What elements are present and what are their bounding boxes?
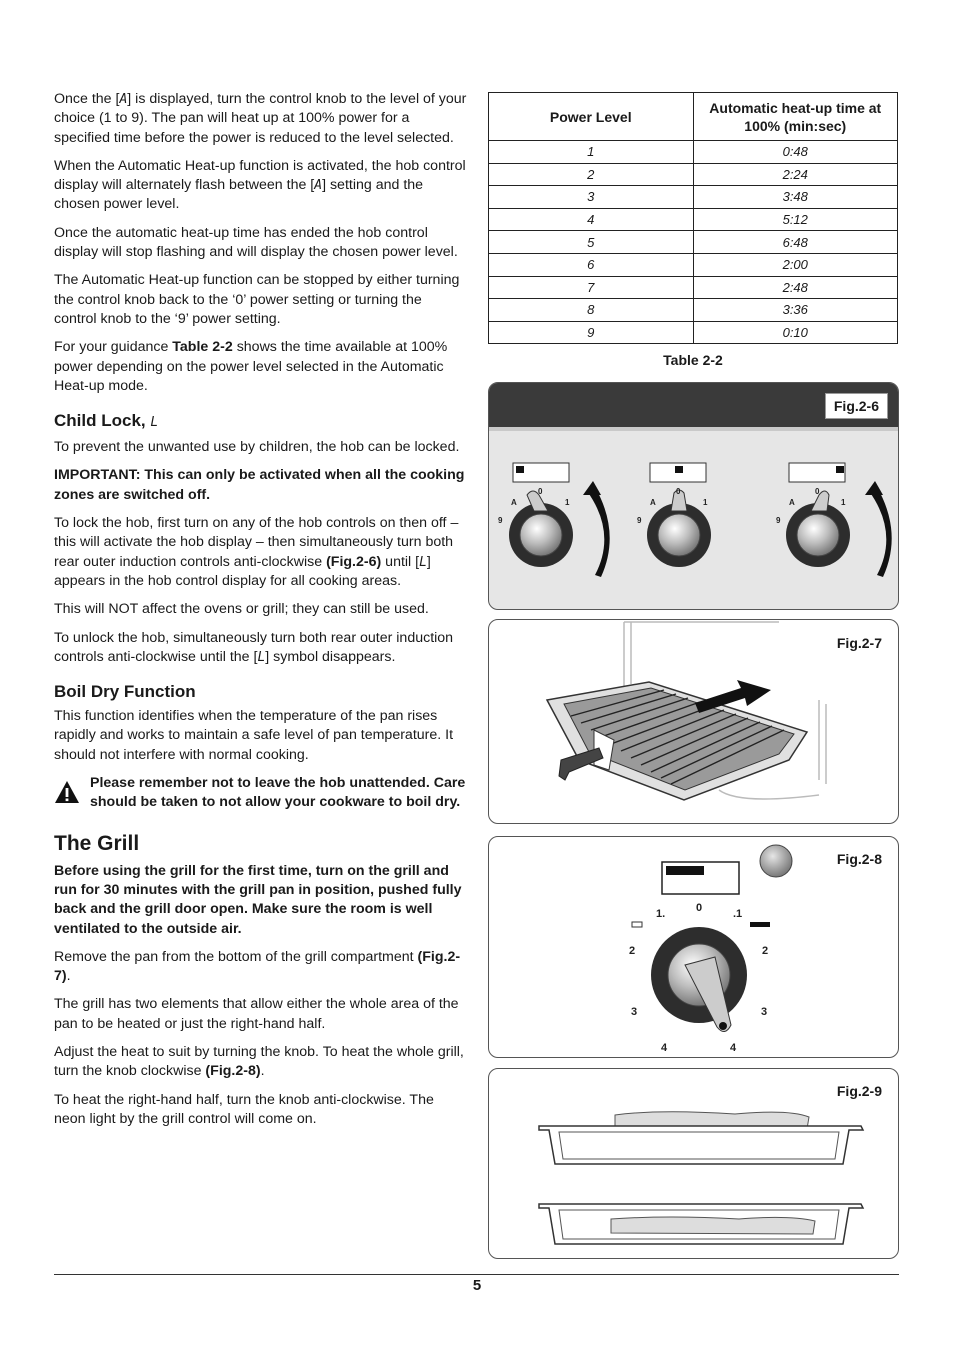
grill-knob-label-four: 4: [730, 1042, 737, 1054]
footer-rule: [54, 1274, 899, 1275]
paragraph-grill-elements: The grill has two elements that allow either the whole area of the pan to be heated or just the right-hand half.: [54, 996, 459, 1032]
paragraph-child-lock-1: To prevent the unwanted use by children, the hob can be locked.: [54, 439, 460, 456]
paragraph-grill-adjust: Adjust the heat to suit by turning the knob. To heat the whole grill, turn the knob clockwise (Fig.2-8).: [54, 1043, 464, 1080]
page-number: 5: [472, 1277, 482, 1294]
hob-control-right: [786, 463, 892, 577]
paragraph-auto-heatup-4: The Automatic Heat-up function can be stopped by either turning the control knob back to the ‘0’ power setting or turning the control knob to the ‘9’ power setting.: [54, 272, 460, 327]
grill-knob-label-zero: 0: [696, 902, 703, 914]
figure-label-2-8: Fig.2-8: [836, 851, 882, 867]
table-row: 9 0:10: [489, 321, 898, 344]
power-level-table: [488, 92, 898, 344]
knob-label-nine: 9: [776, 516, 781, 525]
table-header-row: [489, 93, 898, 141]
table-row: 5 6:48: [489, 231, 898, 254]
figure-2-9: [488, 1068, 899, 1259]
paragraph-grill-remove-pan: Remove the pan from the bottom of the grill compartment (Fig.2-7).: [54, 948, 461, 985]
hob-control-left: [509, 463, 610, 577]
knob-label-nine: 9: [637, 516, 642, 525]
grill-knob-label-one-left: 1.: [656, 908, 666, 920]
paragraph-auto-heatup-1: Once the [A] is displayed, turn the control knob to the level of your choice (1 to 9). The pan will heat up at 100% power for a specified time before the power is reduced to the level selected.: [54, 91, 467, 146]
warning-text: Please remember not to leave the hob unattended. Care should be taken to not allow your cookware to boil dry.: [90, 775, 466, 811]
table-row: 7 2:48: [489, 276, 898, 299]
knob-label-zero: 0: [676, 487, 681, 496]
knob-label-nine: 9: [498, 516, 503, 525]
knob-label-one: 1: [565, 498, 570, 507]
left-column: [54, 90, 468, 1138]
heading-child-lock: Child Lock, L: [54, 411, 159, 431]
column-header-heatup-time: Automatic heat-up time at 100% (min:sec): [693, 93, 898, 141]
grill-control-illustration: [489, 837, 899, 1058]
figure-2-6: [488, 382, 899, 610]
table-row: 1 0:48: [489, 141, 898, 164]
table-row: 2 2:24: [489, 163, 898, 186]
table-row: 4 5:12: [489, 208, 898, 231]
table-caption: Table 2-2: [663, 352, 723, 368]
figure-2-8: [488, 836, 899, 1058]
heading-the-grill: The Grill: [54, 831, 140, 855]
paragraph-child-lock-2: To lock the hob, first turn on any of the hob controls on then off – this will activate the hob display – then simultaneously turn both rear outer induction controls anti-clockwise (Fig.2-6) until [L] appears in the hob control display for all cooking areas.: [54, 515, 459, 589]
grill-knob-label-two: 2: [762, 945, 769, 957]
knob-label-zero: 0: [815, 487, 820, 496]
pan-low-position: [539, 1204, 863, 1244]
knob-label-one: 1: [703, 498, 708, 507]
knob-label-zero: 0: [538, 487, 543, 496]
knob-label-a: A: [650, 498, 656, 507]
column-header-power-level: Power Level: [489, 93, 694, 141]
paragraph-grill-right-half: To heat the right-hand half, turn the knob anti-clockwise. The neon light by the grill control will come on.: [54, 1091, 434, 1127]
grill-knob-label-one-right: .1: [733, 908, 743, 920]
warning-icon: [54, 780, 80, 804]
paragraph-auto-heatup-3: Once the automatic heat-up time has ended the hob control display will stop flashing and will display the chosen power level.: [54, 224, 458, 261]
paragraph-auto-heatup-2: When the Automatic Heat-up function is activated, the hob control display will alternately flash between the [A] setting and the chosen power level.: [54, 157, 466, 213]
pan-high-position: [539, 1112, 863, 1164]
paragraph-child-lock-4: To unlock the hob, simultaneously turn both rear outer induction controls anti-clockwise until the [L] symbol disappears.: [54, 629, 454, 665]
figure-label-2-7: Fig.2-7: [836, 635, 882, 651]
knob-label-a: A: [789, 498, 795, 507]
table-row: 3 3:48: [489, 186, 898, 209]
figure-label-2-9: Fig.2-9: [836, 1083, 882, 1099]
paragraph-child-lock-3: This will NOT affect the ovens or grill; they can still be used.: [54, 601, 429, 618]
grill-knob-label-two: 2: [629, 945, 636, 957]
grill-knob-label-three: 3: [631, 1006, 638, 1018]
neon-light-indicator: [760, 845, 792, 877]
figure-label-2-6: Fig.2-6: [825, 393, 888, 419]
paragraph-boil-dry: This function identifies when the temperature of the pan rises rapidly and works to maintain a safe level of pan temperature. It should not interfere with normal cooking.: [54, 708, 454, 763]
paragraph-grill-first-use: Before using the grill for the first time, turn on the grill and run for 30 minutes with the grill pan in position, pushed fully back and the grill door open. Make sure the room is well ventilated to the outside air.: [54, 862, 462, 937]
knob-label-a: A: [511, 498, 517, 507]
table-row: 8 3:36: [489, 299, 898, 322]
knob-label-one: 1: [841, 498, 846, 507]
grill-knob-label-four: 4: [661, 1042, 668, 1054]
hob-control-middle: [647, 463, 711, 567]
warning-block: [54, 774, 468, 813]
figure-2-7: [488, 619, 899, 824]
grill-knob-label-three: 3: [761, 1006, 768, 1018]
heading-boil-dry: Boil Dry Function: [54, 682, 196, 702]
table-row: 6 2:00: [489, 253, 898, 276]
paragraph-auto-heatup-5: For your guidance Table 2-2 shows the time available at 100% power depending on the power level selected in the Automatic Heat-up mode.: [54, 339, 448, 394]
paragraph-important: IMPORTANT: This can only be activated when all the cooking zones are switched off.: [54, 467, 465, 503]
